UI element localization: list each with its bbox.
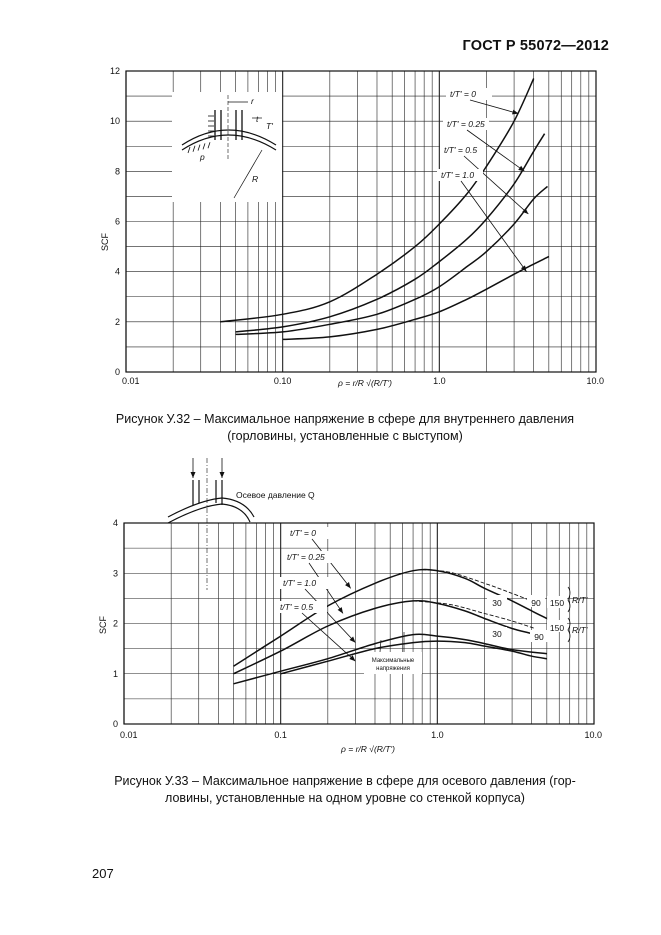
- right-label-ratio: R/T': [572, 625, 588, 635]
- series-label: t/T' = 1.0: [441, 170, 475, 180]
- series-label: t/T' = 0.5: [280, 602, 314, 612]
- chart-2-annotations: [277, 527, 588, 674]
- figure1-caption: [90, 411, 600, 445]
- series-arrow-head: [512, 110, 518, 115]
- chart-1-annotations: [172, 88, 528, 272]
- y-tick-label: 3: [112, 568, 118, 579]
- document-standard-header: ГОСТ Р 55072—2012: [462, 38, 609, 54]
- right-label-90: 90: [534, 632, 544, 642]
- y-tick-label: 6: [114, 216, 120, 227]
- series-label: t/T' = 1.0: [283, 578, 317, 588]
- right-label-90: 90: [531, 598, 541, 608]
- right-label-30: 30: [492, 629, 502, 639]
- y-tick-label: 0: [114, 367, 120, 377]
- shell-left: [168, 498, 222, 517]
- figure1-caption-line1: Рисунок У.32 – Максимальное напряжение в сфере для внутреннего давления: [115, 412, 575, 426]
- x-tick-label: 0.10: [273, 376, 292, 386]
- sketch-label-T: T': [266, 121, 273, 131]
- y-tick-label: 8: [114, 166, 120, 177]
- series-arrow: [302, 613, 355, 661]
- right-label-150: 150: [549, 598, 565, 608]
- x-tick-label: 1.0: [431, 730, 444, 740]
- sketch-label-R: R: [252, 174, 259, 184]
- right-label-30: 30: [492, 598, 502, 608]
- series-label: t/T' = 0.25: [447, 119, 485, 129]
- figure2-caption: [90, 773, 600, 807]
- figure2-caption-line2: ловины, установленные на одном уровне со стенкой корпуса): [165, 791, 525, 805]
- x-tick-label: 1.0: [433, 376, 446, 386]
- nozzle-sketch: [172, 92, 282, 202]
- axial-load-arrow-head: [220, 472, 225, 478]
- figure2-caption-line1: Рисунок У.33 – Максимальное напряжение в сфере для осевого давления (гор-: [114, 774, 576, 788]
- right-label-150: 150: [549, 623, 565, 633]
- max-stress-label-2: напряжения: [376, 666, 410, 672]
- y-axis-label: SCF: [100, 233, 110, 251]
- series-label: t/T' = 0.5: [444, 145, 478, 155]
- y-tick-label: 0: [112, 719, 118, 729]
- series-label: t/T' = 0: [450, 89, 476, 99]
- y-tick-label: 4: [114, 266, 120, 277]
- axial-load-arrow-head: [191, 472, 196, 478]
- sketch-label-r: r: [251, 96, 254, 106]
- y-axis-label: SCF: [98, 616, 108, 634]
- x-axis-label: ρ = r/R √(R/T'): [338, 378, 392, 388]
- y-tick-label: 2: [114, 316, 120, 327]
- max-stress-label-1: Максимальные: [371, 658, 415, 664]
- page-number: 207: [92, 866, 114, 881]
- axial-load-label: Осевое давление Q: [236, 490, 315, 500]
- x-tick-label: 10.0: [586, 376, 604, 386]
- x-tick-label: 0.01: [122, 376, 140, 386]
- sketch-label-p: p: [200, 152, 205, 162]
- x-tick-label: 0.01: [120, 730, 138, 740]
- y-tick-label: 4: [112, 518, 118, 528]
- y-tick-label: 12: [109, 66, 120, 76]
- x-tick-label: 0.1: [274, 730, 287, 740]
- series-label: t/T' = 0: [290, 528, 316, 538]
- shell-right: [222, 498, 254, 517]
- series-arrow-head: [338, 607, 343, 613]
- axial-nozzle-sketch: [168, 458, 315, 590]
- series-arrow: [470, 100, 518, 114]
- y-tick-label: 1: [112, 668, 118, 679]
- series-arrow-head: [345, 582, 351, 588]
- figure1-caption-line2: (горловины, установленные с выступом): [227, 429, 463, 443]
- y-tick-label: 2: [112, 618, 118, 629]
- y-tick-label: 10: [109, 116, 120, 127]
- series-line: [283, 257, 549, 340]
- series-label: t/T' = 0.25: [287, 552, 325, 562]
- sketch-label-t: t: [256, 114, 259, 124]
- sketch-bg: [172, 92, 282, 202]
- x-axis-label: ρ = r/R √(R/T'): [341, 744, 395, 754]
- series-arrow: [461, 181, 526, 272]
- right-label-ratio: R/T': [572, 595, 588, 605]
- x-tick-label: 10.0: [584, 730, 602, 740]
- chart-2: [98, 518, 602, 754]
